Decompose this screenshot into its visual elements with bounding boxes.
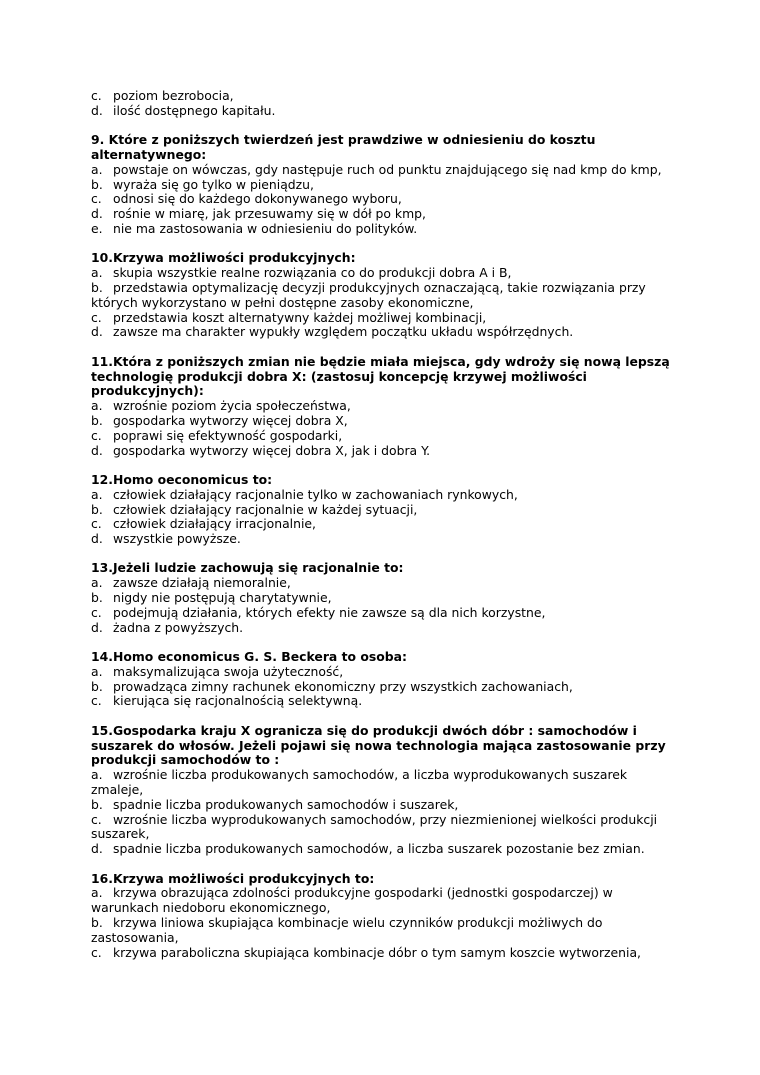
answer-option [91, 503, 671, 518]
answer-option [91, 281, 671, 311]
option-text: krzywa obrazująca zdolności produkcyjne gospodarki (jednostki gospodarczej) w warunkach niedoboru ekonomicznego, [91, 885, 613, 916]
answer-option [91, 946, 671, 961]
document-page [91, 89, 671, 975]
option-text: przedstawia optymalizację decyzji produkcyjnych oznaczającą, takie rozwiązania przy których wykorzystano w pełni dostępne zasoby ekonomiczne, [91, 279, 646, 310]
answer-option [91, 798, 671, 813]
option-text: spadnie liczba produkowanych samochodów i suszarek, [113, 796, 459, 812]
option-text: krzywa liniowa skupiająca kombinacje wielu czynników produkcji możliwych do zastosowania, [91, 915, 603, 945]
answer-option [91, 680, 671, 695]
option-text: nigdy nie postępują charytatywnie, [113, 590, 332, 606]
answer-option [91, 842, 671, 857]
option-text: wszystkie powyższe. [113, 531, 241, 547]
option-text: rośnie w miarę, jak przesuwamy się w dół po kmp, [113, 206, 426, 222]
option-letter: a. [91, 161, 103, 177]
option-text: gospodarka wytworzy więcej dobra X, [113, 412, 348, 428]
question-block [91, 650, 671, 709]
option-letter: d. [91, 324, 103, 340]
option-letter: c. [91, 88, 102, 103]
option-text: podejmują działania, których efekty nie zawsze są dla nich korzystne, [113, 604, 546, 620]
answer-option [91, 192, 671, 207]
option-letter: d. [91, 102, 103, 118]
option-letter: c. [91, 191, 102, 207]
answer-option [91, 916, 671, 946]
answer-option [91, 532, 671, 547]
option-text: poziom bezrobocia, [113, 88, 234, 103]
option-text: gospodarka wytworzy więcej dobra X, jak i dobra Y. [113, 442, 431, 458]
question-title: 9. Które z poniższych twierdzeń jest prawdziwe w odniesieniu do kosztu alternatywnego: [91, 132, 596, 162]
question-block [91, 473, 671, 547]
option-letter: d. [91, 531, 103, 547]
answer-option [91, 325, 671, 340]
answer-option [91, 665, 671, 680]
option-letter: a. [91, 486, 103, 502]
option-letter: e. [91, 220, 103, 236]
option-text: spadnie liczba produkowanych samochodów, a liczba suszarek pozostanie bez zmian. [113, 841, 645, 857]
answer-option [91, 104, 671, 119]
option-letter: b. [91, 796, 103, 812]
option-text: kierująca się racjonalnością selektywną. [113, 693, 363, 709]
question-title: 10.Krzywa możliwości produkcyjnych: [91, 250, 356, 266]
option-letter: b. [91, 412, 103, 428]
answer-option [91, 768, 671, 798]
option-letter: c. [91, 516, 102, 532]
question-block [91, 133, 671, 237]
option-text: przedstawia koszt alternatywny każdej możliwej kombinacji, [113, 309, 487, 325]
question-title: 15.Gospodarka kraju X ogranicza się do produkcji dwóch dóbr : samochodów i suszarek do włosów. Jeżeli pojawi się nowa technologia mająca zastosowanie przy produkcji samochodów to : [91, 722, 666, 768]
option-text: wyraża się go tylko w pieniądzu, [113, 176, 314, 192]
option-text: odnosi się do każdego dokonywanego wyboru, [113, 191, 402, 207]
option-letter: c. [91, 811, 102, 827]
option-letter: b. [91, 176, 103, 192]
option-letter: b. [91, 501, 103, 517]
option-text: człowiek działający irracjonalnie, [113, 516, 316, 532]
option-letter: c. [91, 944, 102, 960]
option-letter: d. [91, 841, 103, 857]
option-letter: a. [91, 575, 103, 591]
option-letter: c. [91, 427, 102, 443]
question-title: 13.Jeżeli ludzie zachowują się racjonalnie to: [91, 560, 404, 576]
option-letter: d. [91, 619, 103, 635]
question-title: 14.Homo economicus G. S. Beckera to osoba: [91, 649, 407, 665]
option-text: wzrośnie poziom życia społeczeństwa, [113, 398, 351, 414]
option-text: wzrośnie liczba produkowanych samochodów, a liczba wyprodukowanych suszarek zmaleje, [91, 767, 628, 798]
option-text: wzrośnie liczba wyprodukowanych samochodów, przy niezmienionej wielkości produkcji suszarek, [91, 811, 658, 842]
option-letter: a. [91, 398, 103, 414]
answer-option [91, 576, 671, 591]
intro-options [91, 89, 671, 119]
option-letter: c. [91, 309, 102, 325]
option-text: zawsze ma charakter wypukły względem początku układu współrzędnych. [113, 324, 574, 340]
question-block [91, 251, 671, 340]
question-title: 16.Krzywa możliwości produkcyjnych to: [91, 870, 375, 886]
option-text: powstaje on wówczas, gdy następuje ruch od punktu znajdującego się nad kmp do kmp, [113, 161, 662, 177]
option-letter: b. [91, 279, 103, 295]
question-block [91, 872, 671, 961]
answer-option [91, 429, 671, 444]
question-block [91, 561, 671, 635]
option-text: żadna z powyższych. [113, 619, 244, 635]
answer-option [91, 813, 671, 843]
answer-option [91, 621, 671, 636]
answer-option [91, 89, 671, 104]
option-letter: b. [91, 590, 103, 606]
option-text: krzywa paraboliczna skupiająca kombinacje dóbr o tym samym koszcie wytworzenia, [113, 944, 641, 960]
answer-option [91, 444, 671, 459]
option-letter: a. [91, 885, 103, 901]
option-letter: b. [91, 678, 103, 694]
option-letter: a. [91, 265, 103, 281]
option-letter: c. [91, 693, 102, 709]
question-title: 12.Homo oeconomicus to: [91, 471, 273, 487]
option-text: nie ma zastosowania w odniesieniu do polityków. [113, 220, 418, 236]
option-text: ilość dostępnego kapitału. [113, 102, 276, 118]
answer-option [91, 178, 671, 193]
answer-option [91, 488, 671, 503]
question-title: 11.Która z poniższych zmian nie będzie miała miejsca, gdy wdroży się nową lepszą technologię produkcji dobra X: (zastosuj koncepcję krzywej możliwości produkcyjnych): [91, 353, 670, 399]
answer-option [91, 163, 671, 178]
option-letter: a. [91, 663, 103, 679]
option-text: człowiek działający racjonalnie tylko w zachowaniach rynkowych, [113, 486, 518, 502]
option-letter: d. [91, 442, 103, 458]
question-block [91, 355, 671, 459]
option-text: maksymalizująca swoja użyteczność, [113, 663, 344, 679]
answer-option [91, 266, 671, 281]
answer-option [91, 694, 671, 709]
answer-option [91, 591, 671, 606]
option-letter: a. [91, 767, 103, 783]
option-text: skupia wszystkie realne rozwiązania co do produkcji dobra A i B, [113, 265, 512, 281]
option-text: prowadząca zimny rachunek ekonomiczny przy wszystkich zachowaniach, [113, 678, 573, 694]
question-block [91, 724, 671, 857]
answer-option [91, 517, 671, 532]
option-letter: b. [91, 915, 103, 930]
option-letter: d. [91, 206, 103, 222]
option-text: poprawi się efektywność gospodarki, [113, 427, 343, 443]
answer-option [91, 886, 671, 916]
question-list [91, 133, 671, 960]
option-text: człowiek działający racjonalnie w każdej sytuacji, [113, 501, 418, 517]
answer-option [91, 606, 671, 621]
answer-option [91, 207, 671, 222]
answer-option [91, 311, 671, 326]
answer-option [91, 414, 671, 429]
option-text: zawsze działają niemoralnie, [113, 575, 291, 591]
answer-option [91, 399, 671, 414]
option-letter: c. [91, 604, 102, 620]
answer-option [91, 222, 671, 237]
